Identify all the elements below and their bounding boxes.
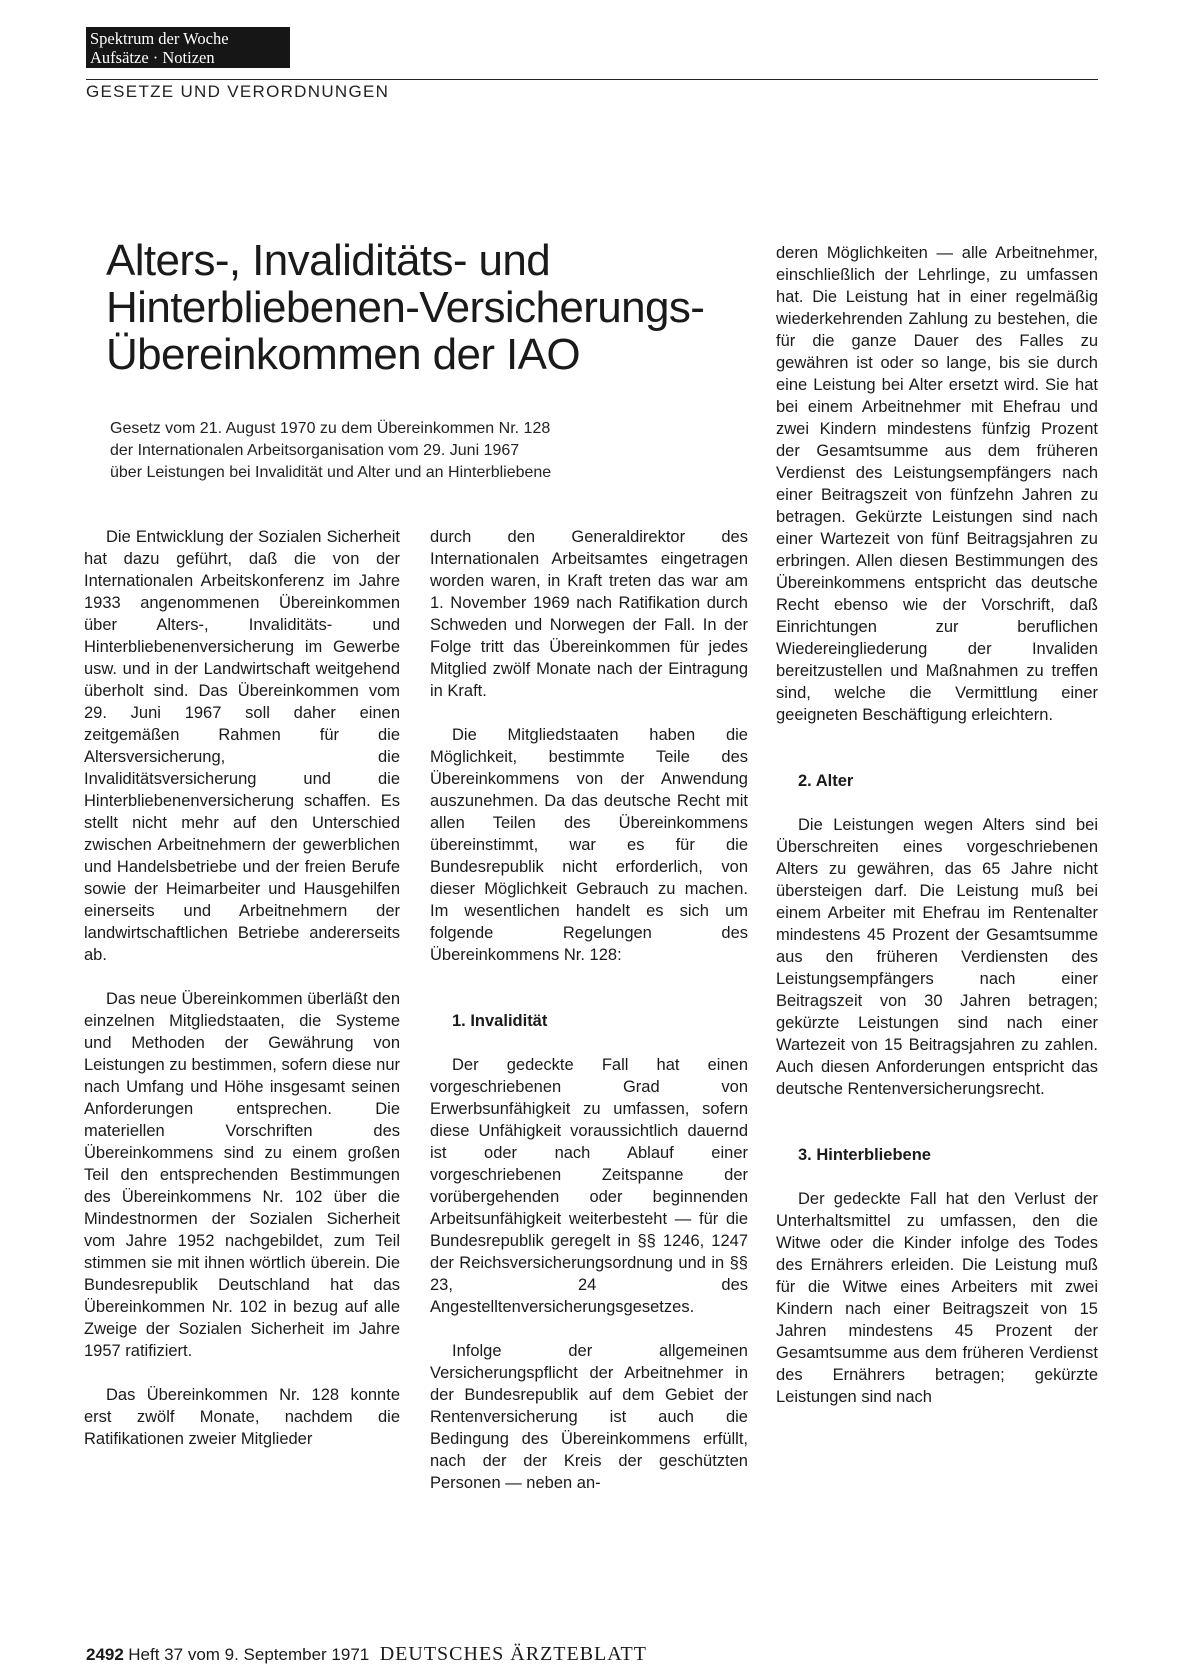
- subsection-heading: 2. Alter: [798, 772, 854, 790]
- journal-name: DEUTSCHES ÄRZTEBLATT: [379, 1643, 647, 1665]
- paragraph: Infolge der allgemeinen Versicherungspflicht der Arbeitnehmer in der Bundesrepublik auf dem Gebiet der Rentenversicherung ist auch die Bedingung des Übereinkommens erfüllt, nach der der Kreis der geschützten Personen — neben an-: [430, 1342, 748, 1492]
- page-number: 2492: [86, 1645, 124, 1664]
- title-line-3: Übereinkommen der IAO: [106, 330, 581, 379]
- paragraph: deren Möglichkeiten — alle Arbeitnehmer, einschließlich der Lehrlinge, zu umfassen hat. Die Leistung hat in einer regelmäßig wiederkehrenden Zahlung zu bestehen, die für die ganze Dauer des Falles zu gewähren ist oder so lange, bis sie durch eine Leistung bei Alter ersetzt wird. Sie hat bei einem Arbeitnehmer mit Ehefrau und zwei Kindern mindestens fünfzig Prozent der Gesamtsumme aus dem früheren Verdienst des Leistungsempfängers nach einer Beitragszeit von fünfzehn Jahren zu betragen. Gekürzte Leistungen sind nach einer Wartezeit von fünf Beitragsjahren zu erbringen. Allen diesen Bestimmungen des Übereinkommens entspricht das deutsche Recht ebenso wie der Vorschrift, daß Einrichtungen zur beruflichen Wiedereingliederung der Invaliden bereitzustellen und Maßnahmen zu treffen sind, welche die Vermittlung einer geeigneten Beschäftigung erleichtern.: [776, 244, 1098, 724]
- subsection-heading: 3. Hinterbliebene: [798, 1146, 931, 1164]
- title-line-1: Alters-, Invaliditäts- und: [106, 236, 551, 285]
- paragraph: Die Mitgliedstaaten haben die Möglichkeit, bestimmte Teile des Übereinkommens von der Anwendung auszunehmen. Da das deutsche Recht mit allen Teilen des Übereinkommens übereinstimmt, war es für die Bundesrepublik nicht erforderlich, von dieser Möglichkeit Gebrauch zu machen. Im wesentlichen handelt es sich um folgende Regelungen des Übereinkommens Nr. 128:: [430, 726, 748, 964]
- masthead: [86, 27, 290, 68]
- text-column-2: [430, 526, 748, 1494]
- title-line-2: Hinterbliebenen-Versicherungs-: [106, 283, 705, 332]
- subtitle-line-2: der Internationalen Arbeitsorganisation vom 29. Juni 1967: [110, 442, 520, 459]
- text-column-1: [84, 526, 400, 1450]
- masthead-line-1: Spektrum der Woche: [90, 29, 229, 48]
- masthead-line-2: Aufsätze · Notizen: [90, 48, 215, 67]
- paragraph: Das Übereinkommen Nr. 128 konnte erst zwölf Monate, nachdem die Ratifikationen zweier Mitglieder: [84, 1386, 400, 1448]
- paragraph: durch den Generaldirektor des Internationalen Arbeitsamtes eingetragen worden waren, in Kraft treten das war am 1. November 1969 nach Ratifikation durch Schweden und Norwegen der Fall. In der Folge tritt das Übereinkommen für jedes Mitglied zwölf Monate nach der Eintragung in Kraft.: [430, 528, 748, 700]
- subtitle-line-3: über Leistungen bei Invalidität und Alter und an Hinterbliebene: [110, 464, 552, 481]
- header-rule: [290, 79, 1098, 80]
- paragraph: Die Entwicklung der Sozialen Sicherheit hat dazu geführt, daß die von der Internationalen Arbeitskonferenz im Jahre 1933 angenommenen Übereinkommen über Alters-, Invaliditäts- und Hinterbliebenenversicherung im Gewerbe usw. und in der Landwirtschaft weitgehend überholt sind. Das Übereinkommen vom 29. Juni 1967 soll daher einen zeitgemäßen Rahmen für die Altersversicherung, die Invaliditätsversicherung und die Hinterbliebenenversicherung schaffen. Es stellt nicht mehr auf den Unterschied zwischen Arbeitnehmern der gewerblichen und Handelsbetriebe und der freien Berufe sowie der Heimarbeiter und Hausgehilfen einerseits und Arbeitnehmern der landwirtschaftlichen Betriebe andererseits ab.: [84, 528, 400, 964]
- paragraph: Der gedeckte Fall hat einen vorgeschriebenen Grad von Erwerbsunfähigkeit zu umfassen, sofern diese Unfähigkeit voraussichtlich dauernd ist oder nach Ablauf einer vorgeschriebenen Zeitspanne der vorübergehenden oder beginnenden Arbeitsunfähigkeit weiterbesteht — für die Bundesrepublik geregelt in §§ 1246, 1247 der Reichsversicherungsordnung und in §§ 23, 24 des Angestelltenversicherungsgesetzes.: [430, 1056, 748, 1316]
- article-subtitle: [110, 418, 750, 484]
- subsection-heading: 1. Invalidität: [452, 1012, 548, 1030]
- paragraph: Das neue Übereinkommen überläßt den einzelnen Mitgliedstaaten, die Systeme und Methoden der Gewährung von Leistungen zu bestimmen, sofern diese nur nach Umfang und Höhe insgesamt seinen Anforderungen entsprechen. Die materiellen Vorschriften des Übereinkommens sind zu einem großen Teil den entsprechenden Bestimmungen des Übereinkommens Nr. 102 über die Mindestnormen der Sozialen Sicherheit vom Jahre 1952 nachgebildet, zum Teil stimmen sie mit ihnen wörtlich überein. Die Bundesrepublik Deutschland hat das Übereinkommen Nr. 102 in bezug auf alle Zweige der Sozialen Sicherheit im Jahre 1957 ratifiziert.: [84, 990, 400, 1360]
- paragraph: Die Leistungen wegen Alters sind bei Überschreiten eines vorgeschriebenen Alters zu gewähren, das 65 Jahre nicht übersteigen darf. Die Leistung muß bei einem Arbeiter mit Ehefrau im Rentenalter mindestens 45 Prozent der Gesamtsumme aus den früheren Verdiensten des Leistungsempfängers nach einer Beitragszeit von 30 Jahren betragen; gekürzte Leistungen sind nach einer Wartezeit von 15 Beitragsjahren zu zahlen. Auch diesen Anforderungen entspricht das deutsche Rentenversicherungsrecht.: [776, 816, 1098, 1098]
- subtitle-line-1: Gesetz vom 21. August 1970 zu dem Übereinkommen Nr. 128: [110, 420, 551, 437]
- article-title: [106, 237, 766, 378]
- text-column-3: [776, 242, 1098, 1408]
- page-footer: [86, 1643, 647, 1666]
- header-rule-left: [86, 79, 290, 80]
- section-heading: GESETZE UND VERORDNUNGEN: [86, 82, 390, 101]
- paragraph: Der gedeckte Fall hat den Verlust der Unterhaltsmittel zu umfassen, den die Witwe oder die Kinder infolge des Todes des Ernährers erleiden. Die Leistung muß für die Witwe eines Arbeiters mit zwei Kindern nach einer Beitragszeit von 15 Jahren mindestens 45 Prozent der Gesamtsumme aus dem früheren Verdienst des Ernährers betragen; gekürzte Leistungen sind nach: [776, 1190, 1098, 1406]
- issue-info: Heft 37 vom 9. September 1971: [128, 1645, 370, 1664]
